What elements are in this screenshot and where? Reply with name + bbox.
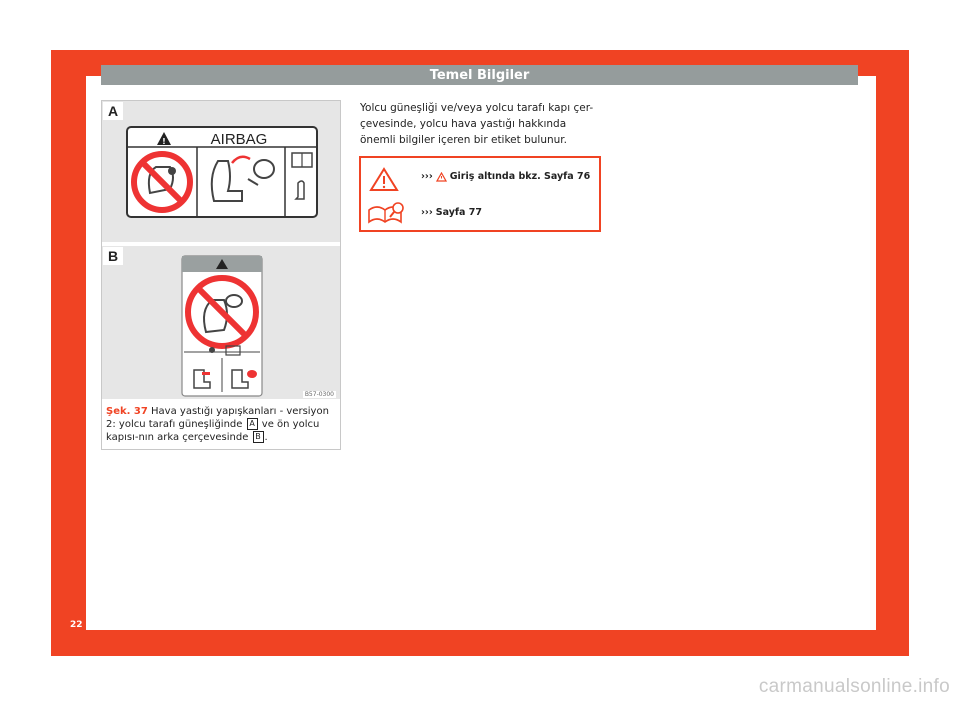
warning-triangle-icon — [369, 166, 399, 192]
figure-panel-a — [102, 101, 340, 242]
figure-caption — [106, 405, 338, 444]
caption-end: . — [264, 432, 268, 443]
caption-text-1: Hava yastığı yapışkanları - versiyon 2: yolcu tarafı güneşliğinde — [106, 406, 329, 430]
panel-a-letter: A — [103, 102, 123, 120]
arrows-2: ››› — [421, 207, 433, 218]
section-header — [101, 65, 858, 85]
warning-box — [359, 156, 601, 232]
page-number: 22 — [70, 620, 83, 630]
warning-link-1-text: Giriş altında bkz. Sayfa 76 — [449, 171, 591, 182]
watermark: carmanualsonline.info — [758, 676, 950, 697]
caption-letter-b: B — [253, 431, 264, 443]
warning-link-2-text: Sayfa 77 — [435, 207, 482, 218]
figure-code: B57-0300 — [304, 391, 334, 398]
figure-panel-b — [102, 246, 340, 399]
figure-number: Şek. 37 — [106, 406, 148, 417]
figure-37 — [101, 100, 341, 450]
caption-text-2: ve ön yolcu kapısı-nın arka çerçevesinde — [106, 419, 320, 443]
airbag-text: AIRBAG — [210, 131, 268, 148]
arrows-1: ››› — [421, 171, 433, 182]
warning-link-row-1[interactable] — [421, 171, 590, 182]
warning-link-row-2[interactable] — [421, 207, 482, 218]
manual-magnifier-icon — [367, 200, 407, 228]
airbag-label-door-frame-image — [102, 246, 340, 399]
caption-letter-a: A — [247, 418, 258, 430]
section-title: Temel Bilgiler — [429, 67, 530, 83]
svg-text:!: ! — [162, 137, 166, 146]
panel-b-letter: B — [103, 247, 123, 265]
airbag-label-sunvisor-image — [102, 101, 340, 242]
small-warning-icon — [436, 172, 447, 182]
intro-paragraph: Yolcu güneşliği ve/veya yolcu tarafı kapı çer-çevesinde, yolcu hava yastığı hakkında önemli bilgiler içeren bir etiket bulunur. — [360, 102, 594, 146]
